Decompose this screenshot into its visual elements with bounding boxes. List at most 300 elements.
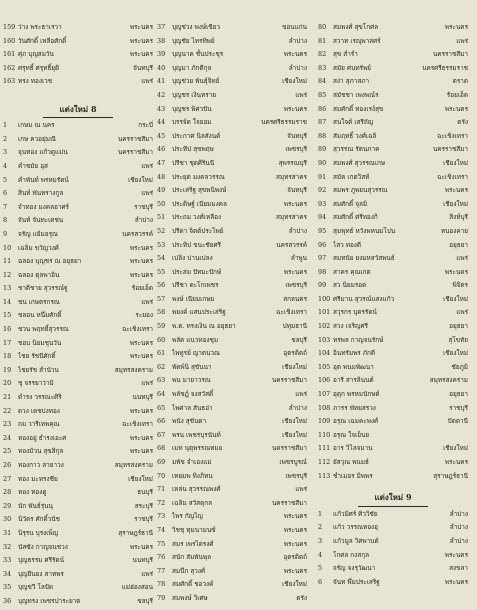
entry-number: 79 (157, 593, 166, 602)
list-item (157, 483, 307, 497)
list-item (157, 429, 307, 443)
entry-name: ศุภ บุญสมวัน (18, 50, 54, 59)
entry-province: ลำพูน (290, 254, 307, 263)
entry-province: พระนคร (444, 186, 468, 195)
entry-province: ชลบุรี (291, 335, 307, 344)
entry-name: เปลิง ปานเปลง (172, 254, 213, 263)
list-item (157, 75, 307, 89)
entry-province: นครศรีธรรมราช (422, 63, 468, 72)
entry-name: ไพทูรย์ ญาตนวณ (172, 349, 220, 358)
list-item (157, 266, 307, 280)
entry-name: เทยมพ ทิงภิทน (172, 471, 213, 480)
entry-name: จันท พึ่มประเสริฐ (333, 577, 380, 586)
entry-province: พระนคร (283, 525, 307, 534)
entry-province: ตรัง (457, 118, 468, 127)
entry-number: 162 (3, 63, 16, 72)
entry-name: บุญช่วง พงษ์เขียว (172, 23, 221, 31)
entry-number: 10 (3, 243, 12, 252)
entry-name: สมพงศ์ สุขโกศล (333, 23, 379, 31)
entry-name: โกศล กงสกุล (333, 550, 369, 559)
entry-name: สุข สำรำ (333, 50, 358, 59)
entry-name: จรัญ จงรุวัฒนา (333, 564, 376, 573)
list-section-9 (318, 508, 468, 590)
list-item (3, 48, 153, 62)
entry-name: ทองม้วน สุขสิกุล (18, 447, 64, 456)
entry-province: ปัตตานี (447, 417, 468, 426)
list-item (3, 377, 153, 391)
list-item (318, 89, 468, 103)
list-item (157, 48, 307, 62)
entry-name: ชุ จรรยาว่ามิ (18, 379, 54, 388)
heading-underline (358, 506, 428, 507)
entry-province: ลำปาง (449, 523, 468, 532)
entry-number: 35 (3, 583, 12, 592)
entry-province: สุราษฎร์ธานี (433, 471, 468, 480)
entry-province: แพร่ (141, 77, 153, 86)
entry-number: 13 (3, 284, 12, 293)
entry-province: สกลนคร (283, 294, 307, 303)
list-item (157, 470, 307, 484)
entry-province: นครราชสีมา (271, 498, 307, 507)
list-item (318, 521, 468, 535)
entry-province: ปทุมธานี (282, 322, 307, 331)
entry-province: เพชรบุรี (285, 471, 307, 480)
entry-number: 60 (157, 335, 166, 344)
entry-name: เหล่น สุวรรณพงศ์ (172, 485, 221, 494)
entry-name: สวง เจริญศรี (333, 322, 368, 331)
entry-name: พลัด แนวทองชุม (172, 335, 219, 344)
entry-number: 33 (3, 556, 12, 565)
section-heading-8: แต่งใหม่ 8 (59, 103, 97, 114)
list-item (3, 541, 153, 555)
entry-name: บุญธรรม ศรีรัตน์ (18, 556, 64, 565)
entry-province: นครราชสีมา (117, 134, 153, 143)
entry-province: หนองคาย (440, 226, 468, 235)
entry-name: สมัย ศนทรัพย์ (333, 63, 371, 72)
entry-province: แพร่ (141, 189, 153, 198)
list-item (157, 402, 307, 416)
list-item (318, 225, 468, 239)
list-item (3, 568, 153, 582)
entry-province: แพร่ (141, 161, 153, 170)
entry-number: 105 (318, 362, 331, 371)
entry-province: เชียงใหม่ (443, 349, 468, 358)
list-item (3, 187, 153, 201)
entry-name: แก้ว วรรณทองอุ (333, 523, 378, 532)
entry-province: เชียงใหม่ (443, 444, 468, 453)
entry-name: สมศักดิ์ ทองเรง์สุข (333, 104, 384, 113)
entry-number: 15 (3, 311, 12, 320)
entry-number: 32 (3, 542, 12, 551)
entry-name: สมพงศ์ สุวรรณเกษ (333, 158, 386, 167)
list-item (3, 309, 153, 323)
entry-name: อินทรัมพร ภักดี (333, 349, 375, 358)
entry-number: 46 (157, 145, 166, 154)
list-item (3, 323, 153, 337)
entry-province: เชียงใหม่ (443, 294, 468, 303)
entry-number: 112 (318, 458, 331, 466)
list-item (3, 527, 153, 541)
entry-number: 17 (3, 338, 12, 347)
entry-name: จำทอง มงคลอาศร์ (18, 202, 69, 211)
column-1 (3, 21, 153, 609)
entry-province: สุพรรณบุรี (278, 158, 307, 167)
entry-number: 6 (3, 189, 8, 198)
entry-number: 19 (3, 365, 12, 374)
list-item (157, 171, 307, 185)
entry-number: 88 (318, 131, 327, 140)
entry-province: เชียงใหม่ (282, 417, 307, 426)
entry-name: อรุณ เฉมคะพงศ์ (333, 417, 379, 426)
list-item (3, 119, 153, 133)
entry-number: 49 (157, 186, 166, 195)
entry-number: 80 (318, 23, 327, 31)
entry-province: เชียงใหม่ (282, 362, 307, 371)
list-item (157, 211, 307, 225)
list-item (157, 524, 307, 538)
entry-number: 42 (157, 90, 166, 99)
entry-name: ศรุทธิ์ ศรุทธิ์ยุติ (18, 63, 60, 72)
entry-name: นิรุรน บุรงเพ็ญ (18, 528, 59, 537)
list-item (318, 293, 468, 307)
entry-number: 81 (318, 36, 327, 45)
list-item (157, 252, 307, 266)
entry-name: ศรีมาน สุวรณ์แสงแก้ว (333, 294, 395, 303)
entry-name: สุวรรณ รัตนภาค (333, 145, 380, 154)
entry-province: ตราด (452, 77, 468, 86)
list-item (3, 228, 153, 242)
entry-name: ว่าง พระธาเรวา (18, 23, 62, 31)
entry-province: พระนคร (444, 267, 468, 276)
entry-name: สมทนัย ยงมหสวัสพนธ์ (333, 254, 395, 263)
entry-number: 74 (157, 525, 166, 534)
entry-province: พระนคร (129, 23, 153, 31)
list-item (157, 293, 307, 307)
list-item (3, 62, 153, 76)
entry-province: ธนบุรี (137, 488, 153, 497)
list-item (318, 266, 468, 280)
entry-name: ประดิษฐ์ เนียมมงคล (172, 199, 227, 208)
entry-province: ราชบุรี (134, 202, 153, 211)
column-2 (157, 21, 307, 606)
entry-number: 34 (3, 569, 12, 578)
list-item (3, 282, 153, 296)
entry-province: พระนคร (444, 550, 468, 559)
entry-name: ไพร กัญไญ (172, 512, 203, 521)
heading-underline (43, 117, 113, 118)
entry-province: ชัยภูมิ (451, 362, 468, 371)
list-item (157, 225, 307, 239)
entry-number: 23 (3, 420, 12, 429)
list-item (3, 255, 153, 269)
entry-number: 38 (157, 36, 166, 45)
entry-number: 43 (157, 104, 166, 113)
entry-name: ประสม ปัทมะปักษ์ (172, 267, 222, 276)
entry-name: ดำรง วรรณะศิริ (18, 393, 62, 402)
entry-number: 14 (3, 297, 12, 306)
entry-province: ลำปาง (288, 36, 307, 45)
entry-province: ฉะเชิงเทรา (437, 172, 468, 181)
entry-name: พ.ต. ทรงเงิน ณ อยุธยา (172, 322, 236, 331)
entry-number: 96 (318, 240, 327, 249)
list-item (157, 551, 307, 565)
entry-name: สวาท เรญุพาสศร์ (333, 36, 381, 45)
entry-name: ฉลอง บุญชร ณ อยุธยา (18, 257, 82, 266)
entry-province: ฉะเชิงเทรา (437, 131, 468, 140)
entry-number: 92 (318, 186, 327, 195)
entry-name: ชวน พฤทธิ์สุวรรณ (18, 325, 69, 334)
entry-name: สมศักดิ์ จุลมิ (333, 199, 368, 208)
entry-province: อยุธยา (449, 322, 468, 331)
list-item (318, 549, 468, 563)
list-item (3, 445, 153, 459)
entry-number: 86 (318, 104, 327, 113)
list-item (318, 130, 468, 144)
entry-province: นครสวรรค์ (276, 240, 307, 249)
entry-number: 73 (157, 512, 166, 521)
entry-number: 99 (318, 281, 327, 290)
list-section-8 (3, 119, 153, 608)
entry-name: ชอบ นิยมชุนวัน (18, 338, 62, 347)
entry-name: พงษ์ เนียมเกษม (172, 294, 215, 303)
entry-province: นครราชสีมา (432, 50, 468, 59)
entry-name: ชำเมอร มิพพร (333, 471, 373, 480)
entry-number: 77 (157, 566, 166, 575)
entry-name: สมนึก สุวงศ์ (172, 566, 206, 575)
list-item (3, 214, 153, 228)
list-section-8-end (318, 21, 468, 483)
list-item (157, 239, 307, 253)
entry-number: 26 (3, 461, 12, 469)
entry-name: สมพร ภูพยนสุวรรณ (333, 186, 388, 195)
list-item (318, 279, 468, 293)
list-item (318, 508, 468, 522)
list-item (318, 239, 468, 253)
entry-name: จรัญ แย้มอรุณ (18, 229, 58, 238)
list-item (157, 35, 307, 49)
entry-number: 45 (157, 131, 166, 140)
entry-name: อารี สารลินนต์ (333, 376, 374, 385)
entry-province: สุราษฎร์ธานี (118, 528, 153, 537)
list-item (157, 21, 307, 35)
entry-name: ประทิป ขนะชัยศรี (172, 240, 221, 249)
list-item (157, 320, 307, 334)
entry-number: 83 (318, 63, 327, 72)
list-item (3, 133, 153, 147)
entry-number: 59 (157, 322, 166, 331)
entry-name: สัมฤทธิ์ วงศ์เฉลิ (333, 131, 377, 140)
entry-province: อุตรดิตถ์ (283, 349, 307, 358)
list-item (318, 103, 468, 117)
entry-name: ชน เกษตรกรณ (18, 297, 60, 306)
entry-province: ลำปาง (288, 63, 307, 72)
list-item (318, 320, 468, 334)
entry-number: 41 (157, 77, 166, 86)
list-item (318, 116, 468, 130)
entry-name: วิชชุ ทุมนามนซ์ (172, 525, 216, 534)
entry-number: 1 (318, 509, 323, 518)
list-item (3, 459, 153, 473)
entry-number: 6 (318, 577, 323, 586)
list-item (3, 595, 153, 609)
entry-number: 110 (318, 430, 331, 439)
entry-name: ไสว ทองดี (333, 240, 362, 249)
entry-province: ฉะเชิงเทรา (276, 308, 307, 317)
entry-province: เชียงใหม่ (282, 580, 307, 589)
list-item (157, 157, 307, 171)
entry-province: พระนคร (129, 542, 153, 551)
entry-number: 70 (157, 471, 166, 480)
entry-name: บุญทรง เพชรปาระยาต (18, 596, 81, 605)
entry-name: ประเสริฐ สุขพนิพงษ์ (172, 186, 227, 195)
entry-number: 71 (157, 485, 166, 494)
entry-province: ลำปาง (288, 226, 307, 235)
list-item (157, 184, 307, 198)
list-item (157, 592, 307, 606)
entry-province: ชลบุรี (137, 596, 153, 605)
entry-number: 52 (157, 226, 166, 235)
entry-number: 21 (3, 393, 12, 402)
entry-province: เพชรบุรี (285, 281, 307, 290)
entry-name: เกษ ควอยุ่มณี (18, 134, 56, 143)
list-item (3, 201, 153, 215)
entry-number: 61 (157, 349, 166, 358)
entry-name: ไชยรัช สำนัวน (18, 365, 59, 374)
entry-name: สมร เพรไตรงศ์ (172, 539, 214, 548)
entry-province: เชียงใหม่ (128, 474, 153, 483)
entry-number: 159 (3, 23, 16, 31)
entry-name: ปรีชา ชุดศิรินนี (172, 158, 215, 167)
entry-province: พระนคร (283, 267, 307, 276)
list-item (318, 374, 468, 388)
entry-name: ทอง ทองดู (18, 488, 47, 497)
list-item (157, 442, 307, 456)
entry-number: 4 (3, 161, 8, 170)
list-item (3, 242, 153, 256)
entry-number: 20 (3, 379, 12, 388)
list-item (3, 554, 153, 568)
list-item (157, 538, 307, 552)
entry-name: ชลอน หนึ่มศักดิ์ (18, 311, 62, 320)
entry-number: 109 (318, 417, 331, 426)
entry-number: 37 (157, 23, 166, 31)
list-item (3, 146, 153, 160)
entry-province: พระนคร (129, 257, 153, 266)
entry-name: สมัค เกตวิสท์ (333, 172, 370, 181)
entry-province: อยุธยา (449, 390, 468, 399)
entry-name: ประยุต มงคลวรรณ (172, 172, 225, 181)
entry-number: 106 (318, 376, 331, 385)
entry-name: สนัก สัมพันพุล (172, 553, 211, 562)
entry-name: พรน เพชรบุรนันท์ (172, 430, 221, 439)
entry-province: พระนคร (283, 566, 307, 575)
list-item (157, 306, 307, 320)
entry-number: 89 (318, 145, 327, 154)
list-item (3, 473, 153, 487)
entry-number: 8 (3, 216, 8, 225)
entry-number: 160 (3, 36, 16, 45)
entry-number: 3 (318, 536, 323, 545)
list-item (318, 535, 468, 549)
entry-name: เมท นุตุพรรณทมย (172, 444, 223, 453)
entry-number: 40 (157, 63, 166, 72)
entry-province: ราชบุรี (449, 403, 468, 412)
entry-name: สุมพุทธ์ หวังพหนมโปน (333, 226, 396, 235)
entry-number: 102 (318, 322, 331, 331)
list-item (3, 486, 153, 500)
entry-number: 48 (157, 172, 166, 181)
spacer (318, 483, 468, 491)
list-item (157, 143, 307, 157)
entry-name: ประทีป สุขพฤษ (172, 145, 214, 154)
entry-name: บรรจ์ด ใจยอม (172, 118, 212, 127)
entry-number: 95 (318, 226, 327, 235)
entry-province: ตรัง (296, 593, 307, 602)
list-item (157, 456, 307, 470)
entry-name: ทองกาว สายาวง (18, 461, 64, 469)
entry-province: อุตรดิตถ์ (283, 553, 307, 562)
entry-number: 11 (3, 257, 12, 266)
list-item (157, 89, 307, 103)
entry-number: 39 (157, 50, 166, 59)
list-item (157, 62, 307, 76)
entry-province: แพร่ (295, 485, 307, 494)
entry-province: ร้อยเอ็ด (446, 90, 468, 99)
list-item (3, 418, 153, 432)
entry-number: 63 (157, 376, 166, 385)
entry-number: 62 (157, 362, 166, 371)
entry-name: นัสซัง กาญจนชวง (18, 542, 68, 551)
list-item (318, 334, 468, 348)
entry-name: บุญชร พิศวปัน (172, 104, 212, 113)
entry-province: พระนคร (283, 50, 307, 59)
entry-number: 75 (157, 539, 166, 548)
entry-number: 3 (3, 148, 8, 157)
list-item (318, 576, 468, 590)
list-item (318, 143, 468, 157)
entry-province: นครราชสีมา (432, 145, 468, 154)
entry-province: กระบี่ (138, 121, 153, 130)
entry-number: 82 (318, 50, 327, 59)
entry-number: 9 (3, 229, 8, 238)
entry-province: ลำปาง (134, 216, 153, 225)
entry-province: ฉะเชิงเทรา (122, 325, 153, 334)
list-item (318, 470, 468, 484)
entry-number: 85 (318, 90, 327, 99)
entry-name: สมพงษ์ วิเศษ (172, 593, 208, 602)
entry-name: อาร วิไลจมาน (333, 444, 373, 453)
entry-province: ลำปาง (288, 403, 307, 412)
list-item (3, 581, 153, 595)
entry-name: สวุรกร บุตรรัตน์ (333, 308, 377, 317)
entry-number: 98 (318, 267, 327, 276)
entry-province: ลำปาง (449, 509, 468, 518)
entry-province: สมุทรสงคราม (114, 365, 153, 374)
entry-name: ประกาศ นิลสังนต์ (172, 131, 221, 140)
list-item (157, 116, 307, 130)
list-item (3, 21, 153, 35)
list-item (3, 75, 153, 89)
entry-province: แพร่ (456, 308, 468, 317)
entry-number: 64 (157, 390, 166, 399)
entry-name: ชาติชาย สุวรรณ์ฐู (18, 284, 68, 293)
entry-number: 28 (3, 488, 12, 497)
list-item (3, 337, 153, 351)
entry-number: 22 (3, 406, 12, 415)
entry-name: พน มายาวรณ (172, 376, 211, 385)
entry-number: 53 (157, 240, 166, 249)
entry-name: ไพศาล สันธอ่า (172, 403, 213, 412)
